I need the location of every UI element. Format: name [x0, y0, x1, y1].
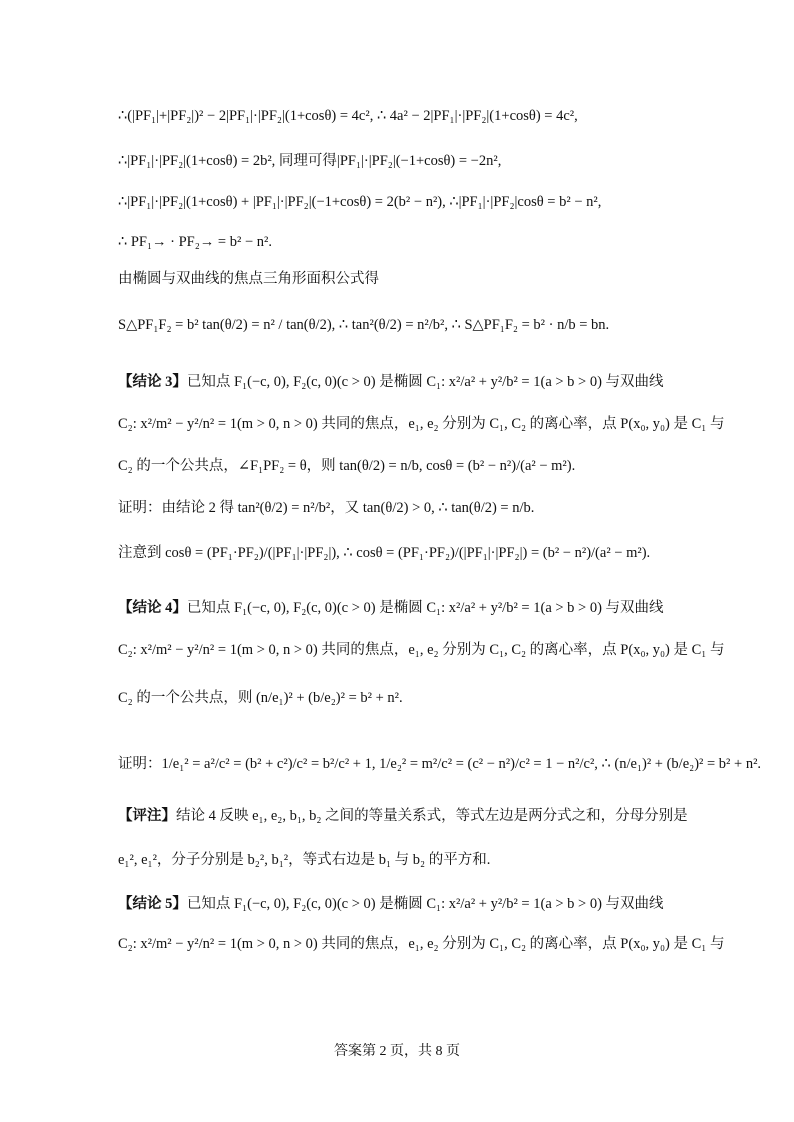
proof-3-line-1: 证明：由结论 2 得 tan²(θ/2) = n²/b²，又 tan(θ/2) > 0, ∴ tan(θ/2) = n/b. — [118, 500, 535, 516]
derivation-line-3: ∴|PF₁|·|PF₂|(1+cosθ) + |PF₁|·|PF₂|(−1+cosθ) = 2(b² − n²), ∴|PF₁|·|PF₂|cosθ = b² − n², — [118, 194, 602, 210]
conclusion-5-text: 已知点 F₁(−c, 0), F₂(c, 0)(c > 0) 是椭圆 C₁: x²/a² + y²/b² = 1(a > b > 0) 与双曲线 — [186, 896, 664, 912]
conclusion-4-line-1 — [118, 598, 664, 618]
conclusion-5-label: 【结论 5】 — [118, 896, 187, 912]
remark-line-1 — [118, 806, 688, 826]
proof-3-line-2: 注意到 cosθ = (PF₁·PF₂)/(|PF₁|·|PF₂|), ∴ cosθ = (PF₁·PF₂)/(|PF₁|·|PF₂|) = (b² − n²)/(a² − m²). — [118, 545, 651, 561]
conclusion-4-line-2: C₂: x²/m² − y²/n² = 1(m > 0, n > 0) 共同的焦点，e₁, e₂ 分别为 C₁, C₂ 的离心率，点 P(x₀, y₀) 是 C₁ 与 — [118, 642, 725, 658]
conclusion-3-line-3: C₂ 的一个公共点，∠F₁PF₂ = θ，则 tan(θ/2) = n/b, cosθ = (b² − n²)/(a² − m²). — [118, 458, 576, 474]
conclusion-3-text: 已知点 F₁(−c, 0), F₂(c, 0)(c > 0) 是椭圆 C₁: x²/a² + y²/b² = 1(a > b > 0) 与双曲线 — [186, 374, 664, 390]
proof-4-line: 证明：1/e₁² = a²/c² = (b² + c²)/c² = b²/c² + 1, 1/e₂² = m²/c² = (c² − n²)/c² = 1 − n²/c², ∴ (n/e₁)² + (b/e₂)² = b² + n². — [118, 756, 762, 772]
conclusion-3-line-2: C₂: x²/m² − y²/n² = 1(m > 0, n > 0) 共同的焦点，e₁, e₂ 分别为 C₁, C₂ 的离心率，点 P(x₀, y₀) 是 C₁ 与 — [118, 416, 725, 432]
remark-line-2: e₁², e₁²，分子分别是 b₂², b₁²，等式右边是 b₁ 与 b₂ 的平方和. — [118, 852, 491, 868]
page-footer: 答案第 2 页，共 8 页 — [334, 1044, 460, 1059]
text-line-area-formula: 由椭圆与双曲线的焦点三角形面积公式得 — [118, 271, 379, 287]
conclusion-3-label: 【结论 3】 — [118, 374, 187, 390]
derivation-line-4: ∴ PF₁→ · PF₂→ = b² − n². — [118, 234, 272, 250]
conclusion-4-text: 已知点 F₁(−c, 0), F₂(c, 0)(c > 0) 是椭圆 C₁: x²/a² + y²/b² = 1(a > b > 0) 与双曲线 — [186, 600, 664, 616]
area-formula-line: S△PF₁F₂ = b² tan(θ/2) = n² / tan(θ/2), ∴ tan²(θ/2) = n²/b², ∴ S△PF₁F₂ = b² · n/b = bn. — [118, 317, 610, 333]
remark-label: 【评注】 — [118, 808, 176, 824]
derivation-line-1: ∴(|PF₁|+|PF₂|)² − 2|PF₁|·|PF₂|(1+cosθ) = 4c², ∴ 4a² − 2|PF₁|·|PF₂|(1+cosθ) = 4c², — [118, 108, 578, 124]
conclusion-4-label: 【结论 4】 — [118, 600, 187, 616]
conclusion-5-line-1 — [118, 894, 664, 914]
remark-text: 结论 4 反映 e₁, e₂, b₁, b₂ 之间的等量关系式，等式左边是两分式之和，分母分别是 — [176, 808, 688, 824]
derivation-line-2: ∴|PF₁|·|PF₂|(1+cosθ) = 2b², 同理可得|PF₁|·|PF₂|(−1+cosθ) = −2n², — [118, 153, 502, 169]
conclusion-5-line-2: C₂: x²/m² − y²/n² = 1(m > 0, n > 0) 共同的焦点，e₁, e₂ 分别为 C₁, C₂ 的离心率，点 P(x₀, y₀) 是 C₁ 与 — [118, 936, 725, 952]
conclusion-3-line-1 — [118, 372, 664, 392]
conclusion-4-line-3: C₂ 的一个公共点，则 (n/e₁)² + (b/e₂)² = b² + n². — [118, 690, 403, 706]
